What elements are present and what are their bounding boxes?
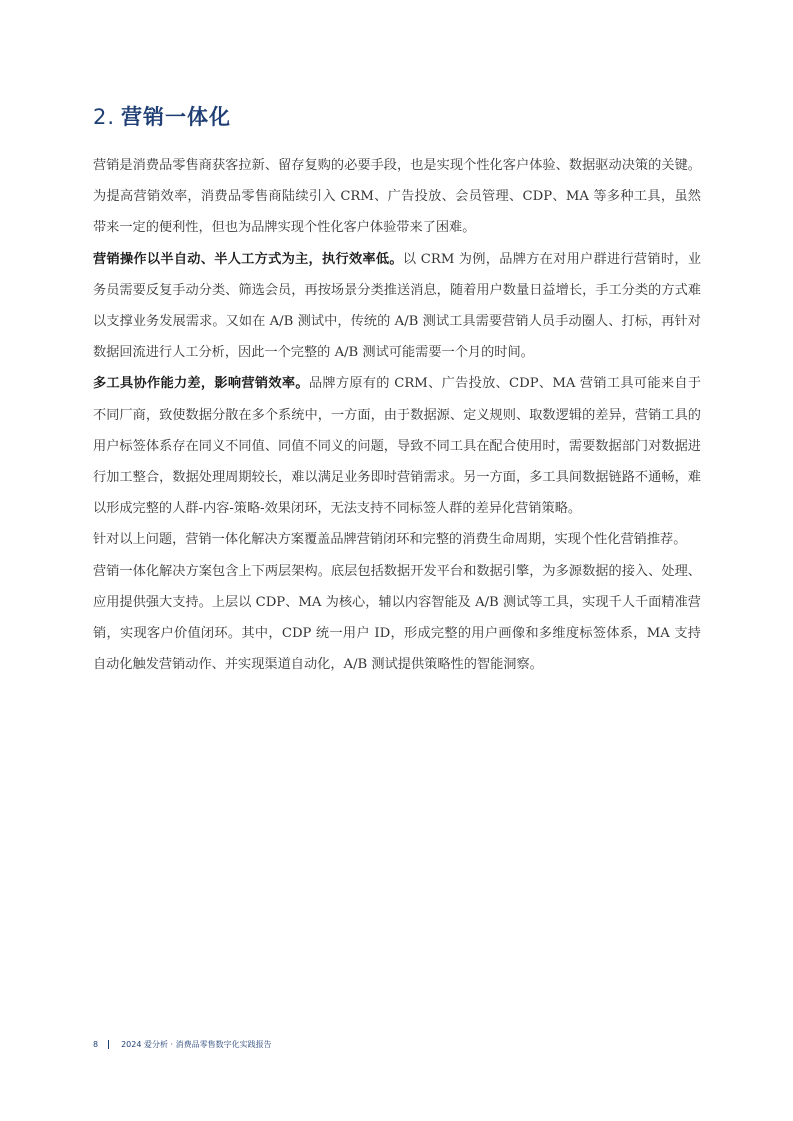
paragraph-text: 针对以上问题，营销一体化解决方案覆盖品牌营销闭环和完整的消费生命周期，实现个性化营销推荐。 [93,532,687,548]
paragraph-text: 以 CRM 为例，品牌方在对用户群进行营销时，业务员需要反复手动分类、筛选会员，再按场景分类推送消息，随着用户数量日益增长，手工分类的方式难以支撑业务发展需求。又如在 A/B 测试中，传统的 A/B 测试工具需要营销人员手动圈人、打标，再针对数据回流进行人工分析，因此一个完整的 A/B 测试可能需要一个月的时间。 [93,251,702,361]
paragraph-multi-tool [93,368,701,524]
paragraph-semi-automatic [93,244,701,369]
paragraph-architecture [93,556,701,681]
paragraph-intro [93,150,701,244]
page-number: 8 [93,1040,99,1049]
footer-doc-title: 2024 爱分析 · 消费品零售数字化实践报告 [121,1040,272,1049]
paragraph-lead: 多工具协作能力差，影响营销效率。 [93,376,309,392]
section-title-text: 营销一体化 [121,105,232,129]
paragraph-solution [93,524,701,555]
page-footer [93,1039,272,1050]
paragraph-text: 营销一体化解决方案包含上下两层架构。底层包括数据开发平台和数据引擎，为多源数据的接入、处理、应用提供强大支持。上层以 CDP、MA 为核心，辅以内容智能及 A/B 测试等工具，实现千人千面精准营销，实现客户价值闭环。其中，CDP 统一用户 ID，形成完整的用户画像和多维度标签体系，MA 支持自动化触发营销动作、并实现渠道自动化，A/B 测试提供策略性的智能洞察。 [93,563,701,673]
footer-divider [108,1040,109,1049]
article-body [93,150,701,680]
paragraph-lead: 营销操作以半自动、半人工方式为主，执行效率低。 [93,251,403,267]
section-number: 2. [93,105,116,129]
section-title [93,101,231,131]
paragraph-text: 营销是消费品零售商获客拉新、留存复购的必要手段，也是实现个性化客户体验、数据驱动决策的关键。为提高营销效率，消费品零售商陆续引入 CRM、广告投放、会员管理、CDP、MA 等多种工具，虽然带来一定的便利性，但也为品牌实现个性化客户体验带来了困难。 [93,158,701,236]
paragraph-text: 品牌方原有的 CRM、广告投放、CDP、MA 营销工具可能来自于不同厂商，致使数据分散在多个系统中，一方面，由于数据源、定义规则、取数逻辑的差异，营销工具的用户标签体系存在同义不同值、同值不同义的问题，导致不同工具在配合使用时，需要数据部门对数据进行加工整合，数据处理周期较长，难以满足业务即时营销需求。另一方面，多工具间数据链路不通畅，难以形成完整的人群-内容-策略-效果闭环，无法支持不同标签人群的差异化营销策略。 [93,376,702,517]
